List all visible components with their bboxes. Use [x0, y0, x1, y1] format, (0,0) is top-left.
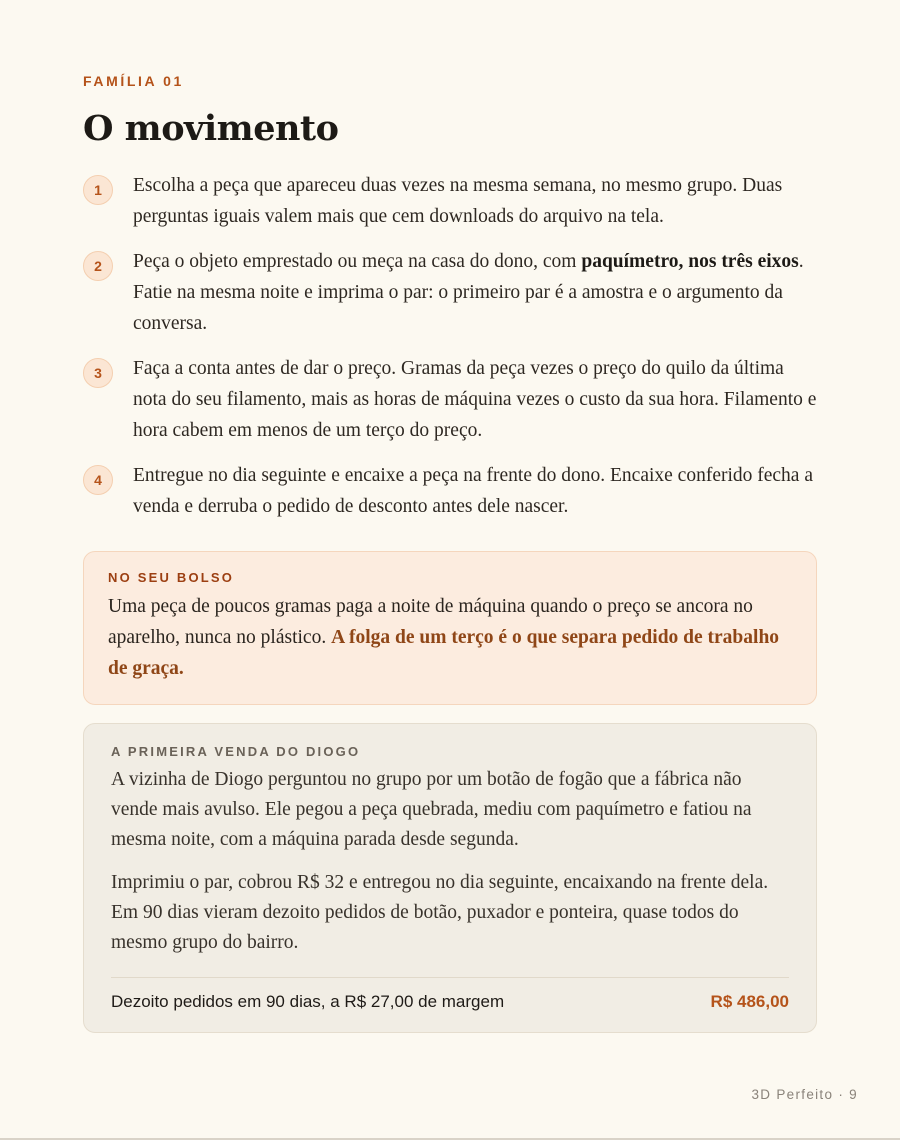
step-text: Faça a conta antes de dar o preço. Gramas da peça vezes o preço do quilo da última nota do seu filamento, mais as horas de máquina vezes o custo da sua hora. Filamento e hora cabem em menos de um terço do preço.: [133, 358, 817, 441]
section-kicker: FAMÍLIA 01: [83, 73, 184, 89]
step-text: Escolha a peça que apareceu duas vezes na mesma semana, no mesmo grupo. Duas perguntas iguais valem mais que cem downloads do arquivo na tela.: [133, 175, 783, 227]
story-summary-row: [111, 977, 789, 1012]
callout-text: Uma peça de poucos gramas paga a noite de máquina quando o preço se ancora no aparelho, nunca no plástico. A folga de um terço é o que separa pedido de trabalho de graça.: [108, 596, 780, 679]
step-item: [83, 170, 817, 232]
step-number-badge: 2: [83, 251, 113, 281]
story-paragraph: Imprimiu o par, cobrou R$ 32 e entregou no dia seguinte, encaixando na frente dela. Em 90 dias vieram dezoito pedidos de botão, puxador e ponteira, quase todos do mesmo grupo do bairro.: [111, 872, 769, 953]
page-title: O movimento: [83, 108, 339, 149]
summary-value: R$ 486,00: [710, 992, 789, 1011]
steps-list: [83, 170, 817, 536]
page-footer: 3D Perfeito · 9: [751, 1087, 858, 1102]
summary-label: Dezoito pedidos em 90 dias, a R$ 27,00 de margem: [111, 992, 505, 1011]
step-number-badge: 1: [83, 175, 113, 205]
step-item: [83, 460, 817, 522]
step-emphasis: paquímetro, nos três eixos: [581, 251, 799, 272]
step-text: Entregue no dia seguinte e encaixe a peça na frente do dono. Encaixe conferido fecha a venda e derruba o pedido de desconto antes dele nascer.: [133, 465, 813, 517]
story-card: [83, 723, 817, 1033]
callout-highlight: A folga de um terço é o que separa pedido de trabalho de graça.: [108, 627, 780, 679]
step-text: Peça o objeto emprestado ou meça na casa do dono, com paquímetro, nos três eixos. Fatie na mesma noite e imprima o par: o primeiro par é a amostra e o argumento da conversa.: [133, 251, 804, 334]
step-number-badge: 3: [83, 358, 113, 388]
story-paragraph: A vizinha de Diogo perguntou no grupo por um botão de fogão que a fábrica não vende mais avulso. Ele pegou a peça quebrada, mediu com paquímetro e fatiou na mesma noite, com a máquina parada desde segunda.: [111, 769, 752, 850]
pocket-callout: [83, 551, 817, 705]
step-item: [83, 246, 817, 339]
story-label: A PRIMEIRA VENDA DO DIOGO: [111, 744, 361, 759]
step-item: [83, 353, 817, 446]
callout-label: NO SEU BOLSO: [108, 570, 235, 585]
step-number-badge: 4: [83, 465, 113, 495]
